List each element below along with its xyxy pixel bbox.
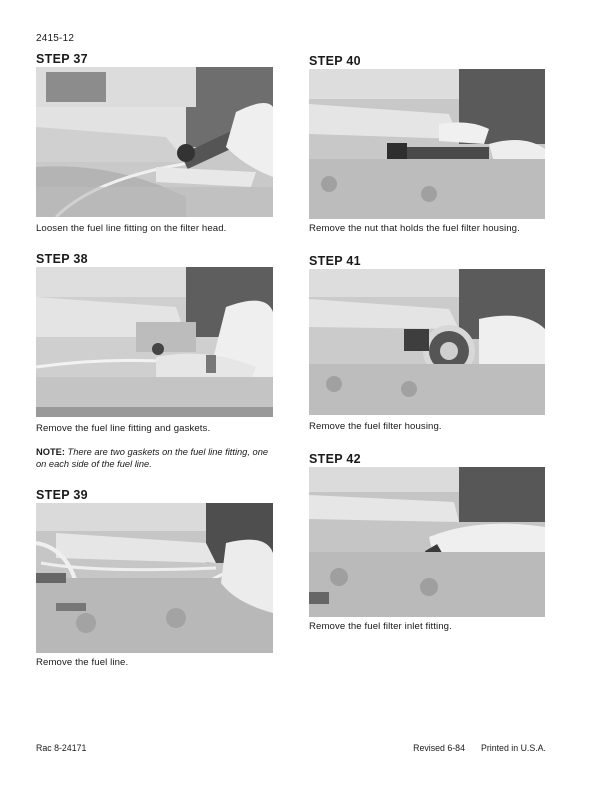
footer-printed: Printed in U.S.A.	[480, 743, 546, 753]
step-39-photo	[36, 503, 273, 653]
step-39-title: STEP 39	[36, 488, 88, 502]
step-40-photo	[309, 69, 545, 219]
footer-right	[413, 743, 546, 753]
step-42-caption: Remove the fuel filter inlet fitting.	[309, 621, 452, 632]
step-38-caption: Remove the fuel line fitting and gaskets.	[36, 423, 211, 434]
note	[36, 446, 276, 470]
step-37-caption: Loosen the fuel line fitting on the filter head.	[36, 223, 227, 234]
step-41-caption: Remove the fuel filter housing.	[309, 421, 442, 432]
step-42-title: STEP 42	[309, 452, 361, 466]
step-41-title: STEP 41	[309, 254, 361, 268]
step-40-title: STEP 40	[309, 54, 361, 68]
footer-doc-id: Rac 8-24171	[36, 743, 87, 753]
step-42-photo	[309, 467, 545, 617]
step-39-caption: Remove the fuel line.	[36, 657, 129, 668]
note-label: NOTE:	[36, 447, 65, 457]
step-37-title: STEP 37	[36, 52, 88, 66]
step-40-caption: Remove the nut that holds the fuel filter housing.	[309, 223, 520, 234]
note-text: There are two gaskets on the fuel line fitting, one on each side of the fuel line.	[36, 447, 269, 469]
step-37-photo	[36, 67, 273, 217]
footer-revised: Revised 6-84	[413, 743, 465, 753]
page-number: 2415-12	[36, 33, 75, 44]
step-38-photo	[36, 267, 273, 417]
step-41-photo	[309, 269, 545, 415]
step-38-title: STEP 38	[36, 252, 88, 266]
